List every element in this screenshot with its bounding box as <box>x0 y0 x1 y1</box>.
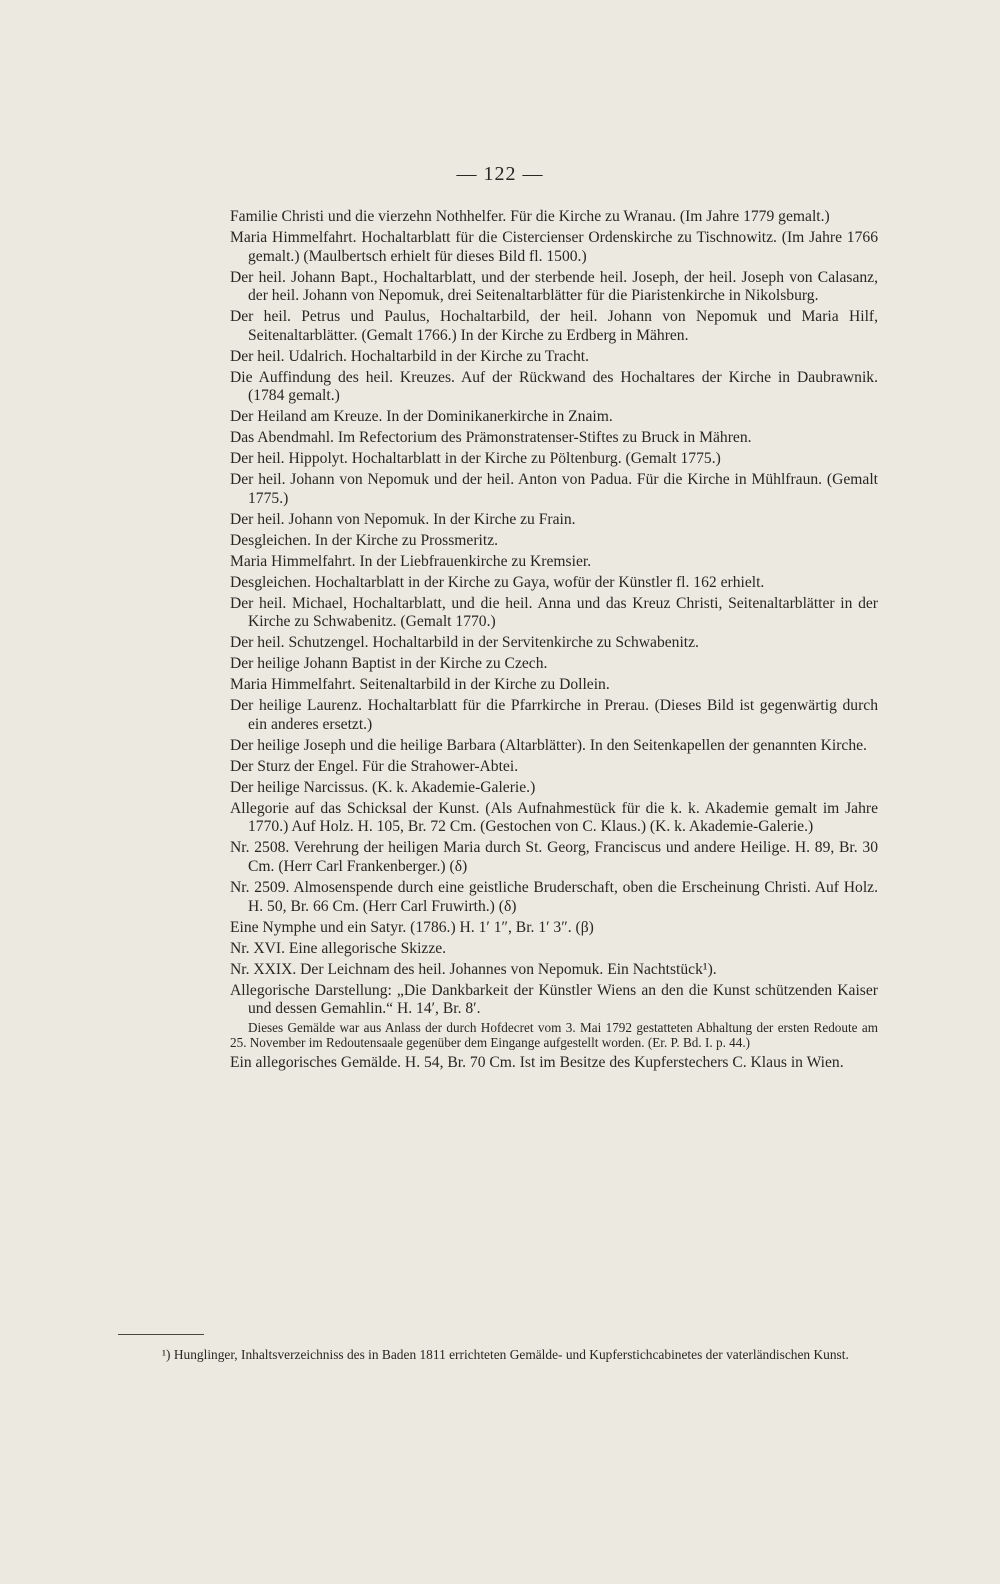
entry: Der heilige Laurenz. Hochaltarblatt für die Pfarrkirche in Prerau. (Dieses Bild ist gegenwärtig durch ein anderes ersetzt.) <box>230 697 878 733</box>
entry: Der heil. Johann von Nepomuk. In der Kirche zu Frain. <box>230 510 576 528</box>
entry: Nr. XVI. Eine allegorische Skizze. <box>230 939 447 957</box>
entry: Der Heiland am Kreuze. In der Dominikanerkirche in Znaim. <box>230 408 613 426</box>
entry: Der heil. Michael, Hochaltarblatt, und die heil. Anna und das Kreuz Christi, Seitenaltarblätter in der Kirche zu Schwabenitz. (Gemalt 1770.) <box>230 594 878 631</box>
entry: Der heil. Udalrich. Hochaltarbild in der Kirche zu Tracht. <box>230 347 589 365</box>
entry: Der heil. Schutzengel. Hochaltarbild in der Servitenkirche zu Schwabenitz. <box>230 634 699 652</box>
entry: Desgleichen. Hochaltarblatt in der Kirche zu Gaya, wofür der Künstler fl. 162 erhielt. <box>230 573 765 591</box>
entry: Maria Himmelfahrt. In der Liebfrauenkirche zu Kremsier. <box>230 552 592 570</box>
entry: Maria Himmelfahrt. Hochaltarblatt für die Cistercienser Ordenskirche zu Tischnowitz. (Im Jahre 1766 gemalt.) (Maulbertsch erhielt für dieses Bild fl. 1500.) <box>230 228 878 265</box>
entry: Ein allegorisches Gemälde. H. 54, Br. 70 Cm. Ist im Besitze des Kupferstechers C. Klaus in Wien. <box>230 1054 844 1072</box>
entry: Der heil. Johann von Nepomuk und der heil. Anton von Padua. Für die Kirche in Mühlfraun. (Gemalt 1775.) <box>230 471 878 507</box>
entry: Allegorische Darstellung: „Die Dankbarkeit der Künstler Wiens an den die Kunst schützenden Kaiser und dessen Gemahlin.“ H. 14′, Br. 8′. <box>230 981 878 1018</box>
footnote-text: Hunglinger, Inhaltsverzeichniss des in Baden 1811 errichteten Gemälde- und Kupferstichcabinetes der vaterländischen Kunst. <box>173 1347 849 1362</box>
entry: Der heil. Johann Bapt., Hochaltarblatt, und der sterbende heil. Joseph, der heil. Joseph von Calasanz, der heil. Johann von Nepomuk, drei Seitenaltarblätter für die Piaristenkirche in Nikolsburg. <box>230 268 878 305</box>
entry: Die Auffindung des heil. Kreuzes. Auf der Rückwand des Hochaltares der Kirche in Daubrawnik. (1784 gemalt.) <box>230 368 878 405</box>
entry: Nr. 2508. Verehrung der heiligen Maria durch St. Georg, Franciscus und andere Heilige. H. 89, Br. 30 Cm. (Herr Carl Frankenberger.) (δ) <box>230 839 878 875</box>
entry: Allegorie auf das Schicksal der Kunst. (Als Aufnahmestück für die k. k. Akademie gemalt im Jahre 1770.) Auf Holz. H. 105, Br. 72 Cm. (Gestochen von C. Klaus.) (K. k. Akademie-Galerie.) <box>230 799 878 836</box>
entry-note: Dieses Gemälde war aus Anlass der durch Hofdecret vom 3. Mai 1792 gestatteten Abhaltung der ersten Redoute am 25. November im Redoutensaale gegenüber dem Eingange aufgestellt worden. (Er. P. Bd. I. p. 44.) <box>230 1020 878 1050</box>
entry: Der heilige Narcissus. (K. k. Akademie-Galerie.) <box>230 778 536 796</box>
footnote <box>118 1347 878 1363</box>
entry: Der heilige Joseph und die heilige Barbara (Altarblätter). In den Seitenkapellen der genannten Kirche. <box>230 736 867 754</box>
entry: Nr. 2509. Almosenspende durch eine geistliche Bruderschaft, oben die Erscheinung Christi. Auf Holz. H. 50, Br. 66 Cm. (Herr Carl Fruwirth.) (δ) <box>230 878 878 915</box>
entry: Der Sturz der Engel. Für die Strahower-Abtei. <box>230 757 519 775</box>
entry: Maria Himmelfahrt. Seitenaltarbild in der Kirche zu Dollein. <box>230 676 610 694</box>
page-number: — 122 — <box>456 163 544 185</box>
entry: Eine Nymphe und ein Satyr. (1786.) H. 1′ 1″, Br. 1′ 3″. (β) <box>230 918 594 936</box>
entry: Das Abendmahl. Im Refectorium des Prämonstratenser-Stiftes zu Bruck in Mähren. <box>230 429 752 447</box>
entry: Nr. XXIX. Der Leichnam des heil. Johannes von Nepomuk. Ein Nachtstück¹). <box>230 960 717 978</box>
footnote-rule <box>118 1334 204 1335</box>
entry: Der heil. Petrus und Paulus, Hochaltarbild, der heil. Johann von Nepomuk und Maria Hilf, Seitenaltarblätter. (Gemalt 1766.) In der Kirche zu Erdberg in Mähren. <box>230 308 878 344</box>
catalogue-entries <box>230 208 878 1073</box>
entry: Der heil. Hippolyt. Hochaltarblatt in der Kirche zu Pöltenburg. (Gemalt 1775.) <box>230 450 721 468</box>
entry: Familie Christi und die vierzehn Nothhelfer. Für die Kirche zu Wranau. (Im Jahre 1779 gemalt.) <box>230 208 830 225</box>
entry: Desgleichen. In der Kirche zu Prossmeritz. <box>230 531 499 549</box>
footnote-marker: ¹) <box>162 1347 171 1362</box>
entry: Der heilige Johann Baptist in der Kirche zu Czech. <box>230 655 548 673</box>
